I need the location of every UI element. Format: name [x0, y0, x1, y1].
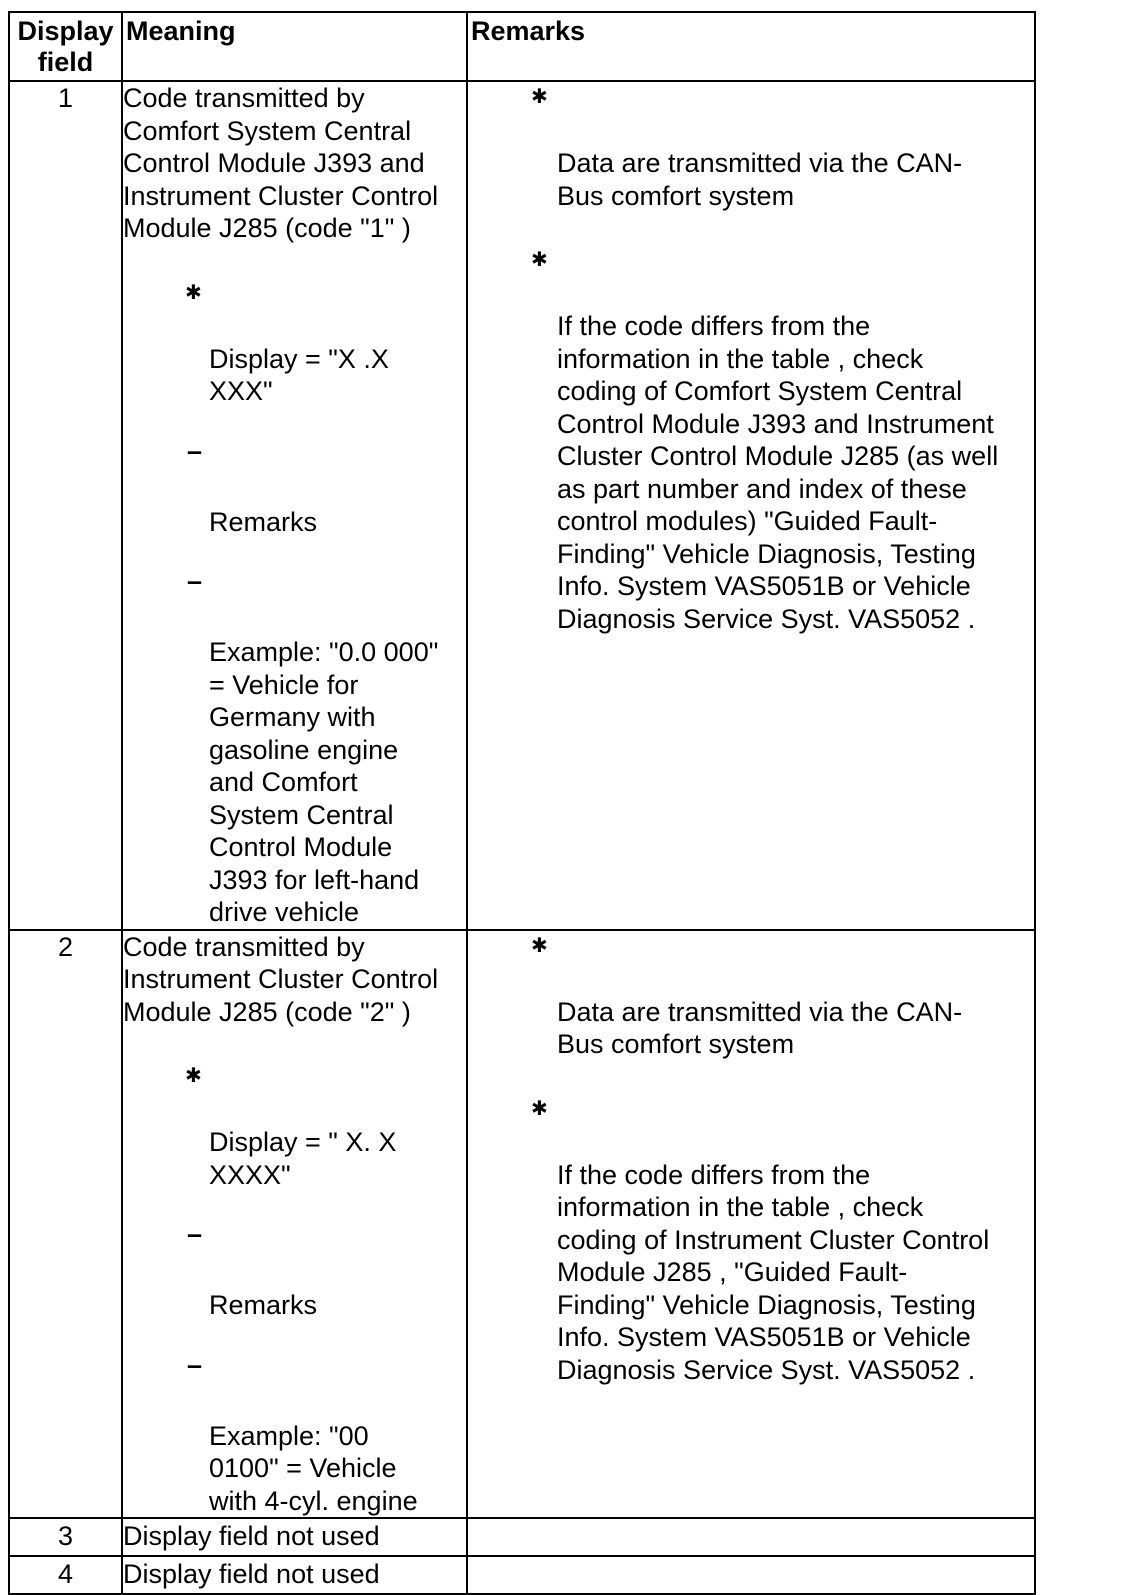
bullet-icon: ✱	[185, 281, 202, 304]
example-item	[187, 1349, 466, 1518]
dash-icon: –	[187, 1349, 203, 1380]
display-format-text: Display = "X .X XXX"	[209, 343, 389, 406]
meaning-intro: Code transmitted by Instrument Cluster Control Module J285 (code "2" )	[123, 931, 439, 1027]
example-text: Example: "00 0100" = Vehicle with 4-cyl. engine	[209, 1420, 418, 1516]
header-display-field	[9, 12, 122, 81]
remark-item	[531, 245, 1034, 635]
display-format-item	[185, 1061, 466, 1191]
remark-item	[531, 931, 1034, 1061]
meaning-cell	[122, 81, 467, 930]
table-row	[9, 81, 1035, 930]
bullet-icon: ✱	[531, 249, 548, 271]
meaning-cell: Display field not used	[122, 1556, 467, 1594]
remark-text: If the code differs from the information in the table , check coding of Comfort System Central Control Module J393 and Instrument Cluster Control Module J285 (as well as part number and index of these control modules) "Guided Fault- Finding" Vehicle Diagnosis, Testing Info. System VAS5051B or Vehicle Diagnosis Service Syst. VAS5052 .	[557, 311, 999, 634]
remarks-label: Remarks	[209, 1290, 318, 1320]
meaning-cell: Display field not used	[122, 1518, 467, 1556]
table-row	[9, 1556, 1035, 1594]
field-number: 3	[9, 1518, 122, 1556]
remarks-cell	[467, 1518, 1035, 1556]
remarks-cell	[467, 1556, 1035, 1594]
bullet-icon: ✱	[531, 86, 548, 108]
display-field-table	[8, 11, 1036, 1595]
field-number: 1	[9, 81, 122, 930]
table-header-row	[9, 12, 1035, 81]
header-display-field-text: Display field	[17, 16, 114, 77]
display-format-item	[185, 278, 466, 408]
remarks-item	[187, 1219, 466, 1322]
bullet-icon: ✱	[531, 934, 548, 957]
remarks-cell	[467, 81, 1035, 930]
dash-icon: –	[187, 566, 203, 596]
field-number: 2	[9, 930, 122, 1519]
header-meaning: Meaning	[122, 12, 467, 81]
remark-text: Data are transmitted via the CAN- Bus comfort system	[557, 148, 963, 211]
remark-text: If the code differs from the information in the table , check coding of Instrument Cluster Control Module J285 , "Guided Fault- Finding" Vehicle Diagnosis, Testing Info. System VAS5051B or Vehicle Diagnosis Service Syst. VAS5052 .	[557, 1159, 990, 1385]
field-number: 4	[9, 1556, 122, 1594]
remarks-label: Remarks	[209, 506, 318, 537]
example-item	[187, 566, 466, 929]
dash-icon: –	[187, 1219, 203, 1249]
dash-icon: –	[187, 435, 203, 466]
remark-text: Data are transmitted via the CAN- Bus comfort system	[557, 996, 963, 1059]
example-text: Example: "0.0 000" = Vehicle for Germany with gasoline engine and Comfort System Central Control Module J393 for left-hand drive vehicle	[209, 637, 439, 927]
bullet-icon: ✱	[531, 1097, 548, 1120]
display-format-text: Display = " X. X XXXX"	[209, 1127, 397, 1190]
bullet-icon: ✱	[185, 1065, 202, 1087]
meaning-intro: Code transmitted by Comfort System Central Control Module J393 and Instrument Cluster Control Module J285 (code "1" )	[123, 83, 439, 243]
remark-item	[531, 1094, 1034, 1387]
header-remarks: Remarks	[467, 12, 1035, 81]
remark-item	[531, 82, 1034, 212]
remarks-item	[187, 435, 466, 539]
table-row	[9, 1518, 1035, 1556]
